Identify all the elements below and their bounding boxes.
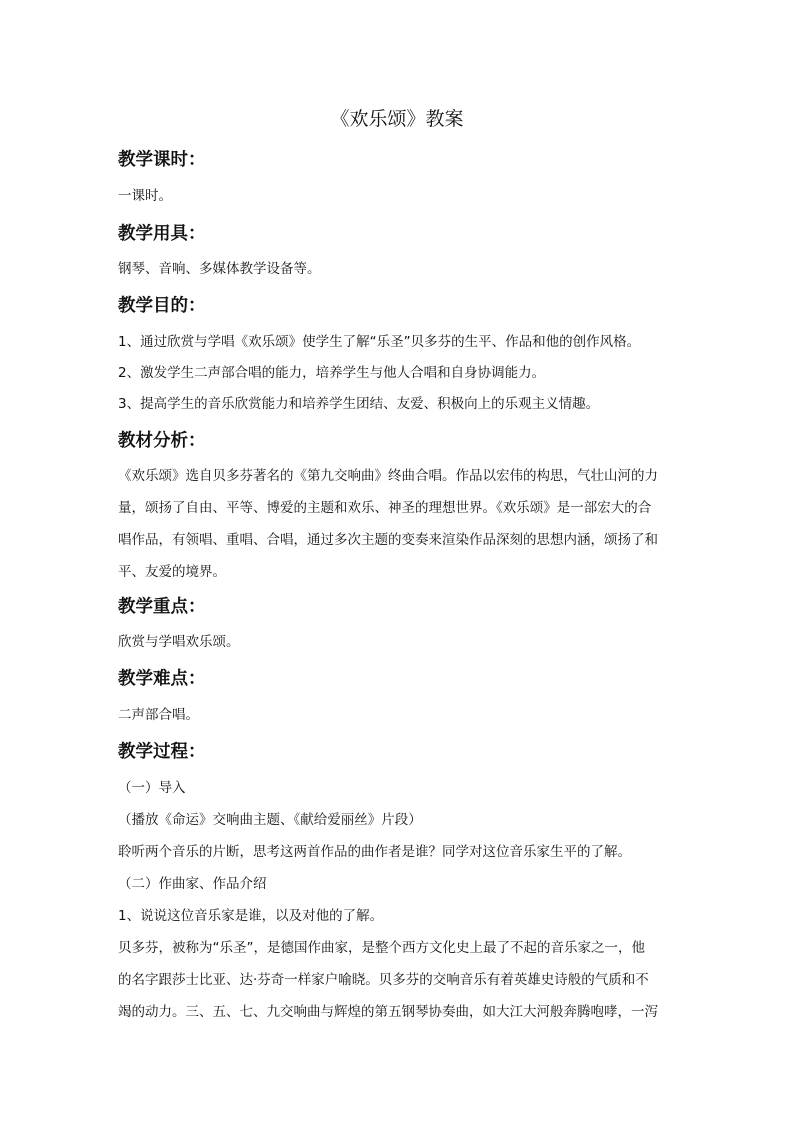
bio-line: 的名字跟莎士比亚、达·芬奇一样家户喻晓。贝多芬的交响音乐有着英雄史诗般的气质和不 bbox=[118, 972, 649, 988]
process-line: 1、说说这位音乐家是谁，以及对他的了解。 bbox=[118, 908, 384, 924]
tools-text: 钢琴、音响、多媒体教学设备等。 bbox=[118, 261, 321, 277]
document-title: 《欢乐颂》教案 bbox=[330, 108, 464, 130]
heading-process: 教学过程： bbox=[118, 742, 206, 762]
goal-item: 3、提高学生的音乐欣赏能力和培养学生团结、友爱、积极向上的乐观主义情趣。 bbox=[118, 396, 600, 412]
process-line: （播放《命运》交响曲主题、《献给爱丽丝》片段） bbox=[118, 812, 422, 828]
analysis-line: 平、友爱的境界。 bbox=[118, 564, 226, 580]
bio-line: 竭的动力。三、五、七、九交响曲与辉煌的第五钢琴协奏曲，如大江大河般奔腾咆哮，一泻 bbox=[118, 1004, 658, 1020]
heading-period: 教学课时： bbox=[118, 150, 206, 170]
process-line: （二）作曲家、作品介绍 bbox=[118, 876, 267, 892]
goal-item: 1、通过欣赏与学唱《欢乐颂》使学生了解“乐圣”贝多芬的生平、作品和他的创作风格。 bbox=[118, 334, 641, 350]
heading-tools: 教学用具： bbox=[118, 224, 206, 244]
heading-key-points: 教学重点： bbox=[118, 597, 206, 617]
period-text: 一课时。 bbox=[118, 188, 172, 204]
difficulty-text: 二声部合唱。 bbox=[118, 707, 199, 723]
key-points-text: 欣赏与学唱欢乐颂。 bbox=[118, 634, 240, 650]
analysis-line: 量，颂扬了自由、平等、博爱的主题和欢乐、神圣的理想世界。《欢乐颂》是一部宏大的合 bbox=[118, 500, 652, 516]
heading-difficulty: 教学难点： bbox=[118, 669, 206, 689]
process-line: 聆听两个音乐的片断，思考这两首作品的曲作者是谁？同学对这位音乐家生平的了解。 bbox=[118, 844, 631, 860]
analysis-line: 《欢乐颂》选自贝多芬著名的《第九交响曲》终曲合唱。作品以宏伟的构思，气壮山河的力 bbox=[118, 468, 658, 484]
bio-line: 贝多芬，被称为“乐圣”，是德国作曲家，是整个西方文化史上最了不起的音乐家之一，他 bbox=[118, 940, 645, 956]
process-line: （一）导入 bbox=[118, 780, 186, 796]
heading-goals: 教学目的： bbox=[118, 296, 206, 316]
goal-item: 2、激发学生二声部合唱的能力，培养学生与他人合唱和自身协调能力。 bbox=[118, 365, 546, 381]
bio-paragraph bbox=[118, 932, 678, 1028]
analysis-line: 唱作品，有领唱、重唱、合唱，通过多次主题的变奏来渲染作品深刻的思想内涵，颂扬了和 bbox=[118, 532, 658, 548]
heading-analysis: 教材分析： bbox=[118, 431, 206, 451]
analysis-paragraph bbox=[118, 460, 678, 588]
